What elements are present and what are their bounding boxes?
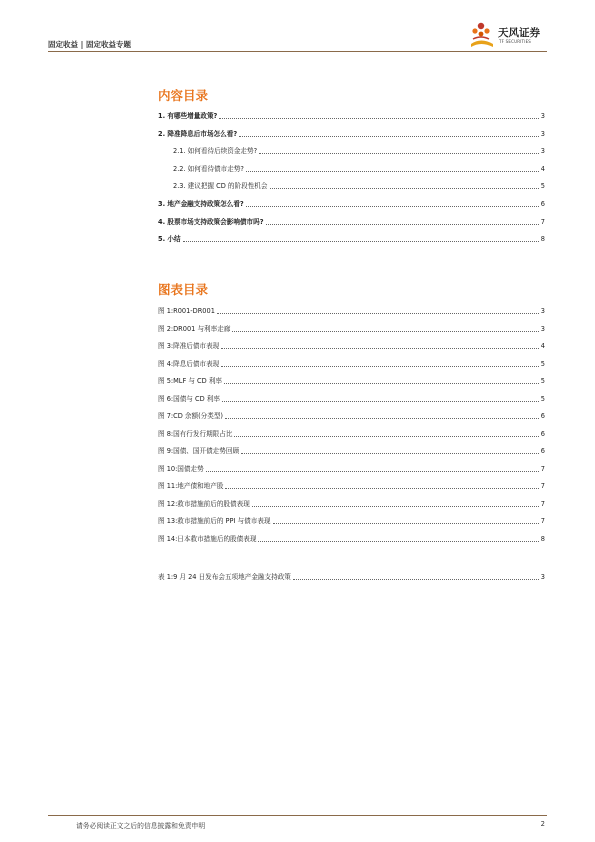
toc-item-page: 8 bbox=[540, 235, 545, 244]
toc-item-page: 7 bbox=[540, 517, 545, 525]
toc-item-text: 图 9:国债、国开债走势回顾 bbox=[158, 447, 240, 455]
toc-leader bbox=[217, 313, 539, 314]
logo-subtitle: TF SECURITIES bbox=[499, 39, 532, 44]
table-toc-item[interactable] bbox=[158, 570, 545, 582]
toc-item-text: 图 4:降息后债市表现 bbox=[158, 359, 220, 368]
toc-item-text: 图 1:R001-DR001 bbox=[158, 307, 215, 315]
toc-item-text: 图 3:降准后债市表现 bbox=[158, 342, 220, 350]
toc-leader bbox=[232, 331, 538, 332]
toc-item[interactable] bbox=[158, 215, 545, 227]
toc-item-page: 3 bbox=[540, 573, 545, 581]
toc-item-page: 3 bbox=[540, 324, 545, 333]
toc-item[interactable] bbox=[158, 304, 545, 316]
toc-item-text: 图 14:日本救市措施后的股债表现 bbox=[158, 534, 257, 543]
toc-item[interactable] bbox=[158, 374, 545, 386]
toc-item-page: 4 bbox=[540, 164, 545, 173]
toc-leader bbox=[258, 541, 538, 542]
toc-item[interactable] bbox=[158, 479, 545, 491]
toc-leader bbox=[221, 366, 539, 367]
toc-item-page: 6 bbox=[540, 429, 545, 438]
toc-item-text: 图 7:CD 余额(分类型) bbox=[158, 412, 223, 420]
toc-item[interactable] bbox=[158, 127, 545, 139]
toc-item-page: 3 bbox=[540, 129, 545, 138]
toc-item[interactable] bbox=[158, 109, 545, 121]
footer-divider bbox=[48, 815, 547, 816]
header-category: 固定收益 | 固定收益专题 bbox=[48, 40, 131, 49]
toc-leader bbox=[270, 188, 539, 189]
toc-item[interactable] bbox=[158, 392, 545, 404]
toc-item[interactable] bbox=[158, 462, 545, 474]
toc-leader bbox=[273, 523, 539, 524]
toc-item[interactable] bbox=[158, 339, 545, 351]
toc-item[interactable] bbox=[158, 427, 545, 439]
toc-item-text: 2.3. 建议把握 CD 的阶段性机会 bbox=[173, 182, 268, 191]
tf-logo-icon bbox=[467, 20, 497, 50]
toc-item[interactable] bbox=[158, 444, 545, 456]
toc-item-text: 图 2:DR001 与利率走廊 bbox=[158, 324, 231, 333]
toc-item-text: 图 8:国有行发行期限占比 bbox=[158, 429, 233, 438]
toc-leader bbox=[206, 471, 539, 472]
toc-item-text: 图 10:国债走势 bbox=[158, 464, 204, 473]
toc-item-text: 图 13:救市措施前后的 PPI 与债市表现 bbox=[158, 517, 271, 525]
toc-item-text: 图 11:地产债和地产股 bbox=[158, 482, 224, 490]
toc-leader bbox=[239, 136, 539, 137]
toc-leader bbox=[293, 579, 539, 580]
toc-item-page: 5 bbox=[540, 359, 545, 368]
company-logo bbox=[467, 20, 551, 50]
toc-item-page: 5 bbox=[540, 182, 545, 191]
toc-item-page: 4 bbox=[540, 342, 545, 350]
toc-item-text: 2.2. 如何看待债市走势? bbox=[173, 164, 244, 173]
toc-item-page: 6 bbox=[540, 412, 545, 420]
toc-item[interactable] bbox=[158, 197, 545, 209]
toc-item[interactable] bbox=[158, 514, 545, 526]
toc-item[interactable] bbox=[158, 497, 545, 509]
toc-item-page: 5 bbox=[540, 394, 545, 403]
toc-leader bbox=[219, 118, 538, 119]
toc-leader bbox=[246, 206, 539, 207]
toc-item-text: 图 5:MLF 与 CD 利率 bbox=[158, 377, 223, 385]
toc-item-page: 6 bbox=[540, 200, 545, 208]
toc-item-page: 7 bbox=[540, 217, 545, 226]
toc-leader bbox=[252, 506, 539, 507]
toc-item-text: 2. 降准降息后市场怎么看? bbox=[158, 129, 238, 138]
toc-item-page: 7 bbox=[540, 482, 545, 490]
page-number: 2 bbox=[540, 820, 545, 828]
toc-item[interactable] bbox=[158, 409, 545, 421]
toc-item-page: 6 bbox=[540, 447, 545, 455]
toc-item[interactable] bbox=[173, 144, 545, 156]
toc-item-text: 图 12:救市措施前后的股债表现 bbox=[158, 499, 250, 508]
toc-item-page: 3 bbox=[540, 147, 545, 156]
logo-name: 天风证券 bbox=[498, 27, 540, 39]
toc-item[interactable] bbox=[173, 179, 545, 191]
toc-item-text: 5. 小结 bbox=[158, 235, 181, 244]
toc-leader bbox=[266, 224, 539, 225]
toc-item-text: 2.1. 如何看待后续资金走势? bbox=[173, 147, 258, 156]
toc-item-page: 3 bbox=[540, 112, 545, 120]
toc-leader bbox=[241, 453, 539, 454]
footer-disclaimer: 请务必阅读正文之后的信息披露和免责申明 bbox=[76, 822, 206, 830]
toc-item[interactable] bbox=[158, 232, 545, 244]
toc-leader bbox=[225, 418, 539, 419]
toc-item-page: 3 bbox=[540, 307, 545, 315]
toc-item-page: 8 bbox=[540, 534, 545, 543]
toc-item-text: 图 6:国债与 CD 利率 bbox=[158, 394, 220, 403]
figures-title: 图表目录 bbox=[158, 282, 209, 297]
toc-leader bbox=[259, 153, 539, 154]
toc-item[interactable] bbox=[173, 162, 545, 174]
toc-item-text: 4. 股票市场支持政策会影响债市吗? bbox=[158, 217, 264, 226]
contents-title: 内容目录 bbox=[158, 88, 209, 103]
toc-leader bbox=[221, 348, 539, 349]
toc-item[interactable] bbox=[158, 357, 545, 369]
toc-item-page: 7 bbox=[540, 499, 545, 508]
toc-item-text: 表 1:9 月 24 日发布会五项地产金融支持政策 bbox=[158, 573, 291, 581]
toc-leader bbox=[234, 436, 538, 437]
toc-leader bbox=[224, 383, 539, 384]
header-divider bbox=[48, 51, 547, 52]
toc-item[interactable] bbox=[158, 532, 545, 544]
toc-leader bbox=[246, 171, 539, 172]
toc-item-text: 3. 地产金融支持政策怎么看? bbox=[158, 200, 244, 208]
toc-leader bbox=[222, 401, 539, 402]
toc-leader bbox=[225, 488, 538, 489]
toc-item[interactable] bbox=[158, 322, 545, 334]
toc-leader bbox=[183, 241, 539, 242]
toc-item-page: 7 bbox=[540, 464, 545, 473]
toc-item-text: 1. 有哪些增量政策? bbox=[158, 112, 218, 120]
toc-item-page: 5 bbox=[540, 377, 545, 385]
